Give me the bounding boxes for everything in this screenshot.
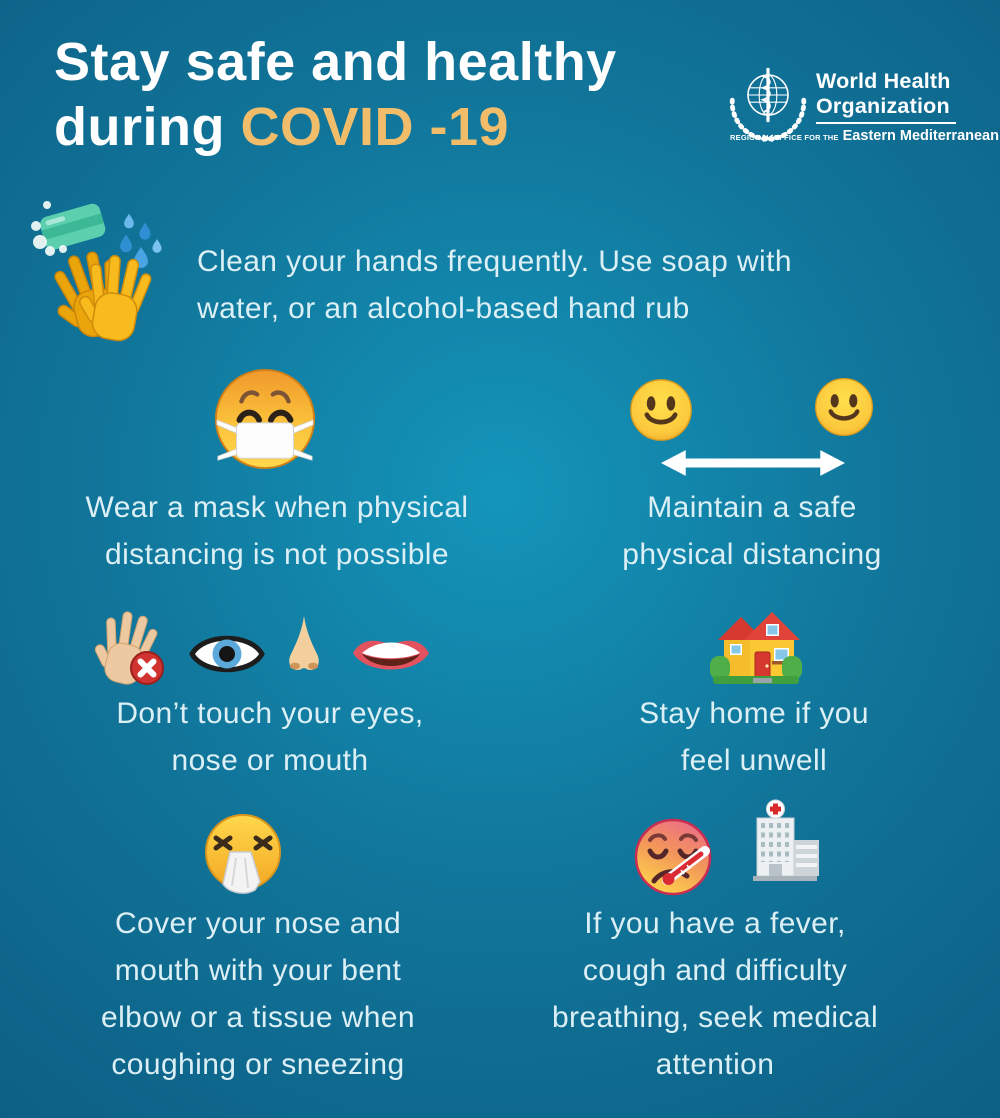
tip-text-line: Wear a mask when physical [85,491,469,524]
who-name-line-2: Organization [816,93,950,118]
who-regional-office [730,128,999,144]
tip-distancing-text [537,484,967,578]
tip-clean-hands-text [197,238,917,332]
nose-icon [278,614,330,676]
soap-and-clapping-hands-icon [32,198,192,348]
who-name [816,69,951,118]
tip-text-line: Don’t touch your eyes, [116,697,424,730]
tip-text-line: attention [655,1048,775,1081]
distance-double-arrow-icon [661,447,845,479]
house-with-garden-icon [710,602,802,688]
tip-text-line: Cover your nose and [114,907,402,940]
sneezing-face-icon [199,810,287,898]
tip-cover-cough-text [23,900,493,1088]
tip-text-line: mouth with your bent [114,954,402,987]
title-covid19-highlight: COVID -19 [240,97,510,157]
who-name-line-1: World Health [816,69,951,93]
who-divider [816,122,956,124]
mouth-icon [350,630,432,678]
title-during-text: during [54,97,241,157]
tip-text-line: cough and difficulty [582,954,848,987]
no-touch-hand-icon [92,604,170,690]
tip-text-line: Stay home if you [639,697,869,730]
who-office-prefix: REGIONAL OFFICE FOR THE [730,133,839,142]
smiley-face-icon [628,377,694,443]
tip-text-line: water, or an alcohol-based hand rub [197,292,690,325]
tip-text-line: Maintain a safe [647,491,857,524]
eye-icon [188,627,266,681]
tip-text-line: If you have a fever, [584,907,846,940]
tip-wear-mask-text [27,484,527,578]
face-with-medical-mask-icon [212,366,318,472]
hospital-icon [745,800,821,882]
poster-title [54,30,617,160]
tip-stay-home-text [539,690,969,784]
title-line-2 [54,95,617,160]
tip-text-line: distancing is not possible [105,538,449,571]
tip-text-line: coughing or sneezing [111,1048,405,1081]
smiley-face-icon [813,376,875,438]
fever-face-with-thermometer-icon [629,815,717,903]
tip-text-line: breathing, seek medical [551,1001,879,1034]
who-logo [728,58,999,158]
tip-text-line: Clean your hands frequently. Use soap with [197,245,792,278]
tip-text-line: feel unwell [680,744,828,777]
tip-dont-touch-text [20,690,520,784]
tip-text-line: elbow or a tissue when [101,1001,415,1034]
tip-seek-medical-text [505,900,925,1088]
tip-text-line: physical distancing [622,538,882,571]
who-office-region: Eastern Mediterranean [842,128,999,144]
tip-text-line: nose or mouth [171,744,369,777]
title-line-1: Stay safe and healthy [54,32,617,92]
